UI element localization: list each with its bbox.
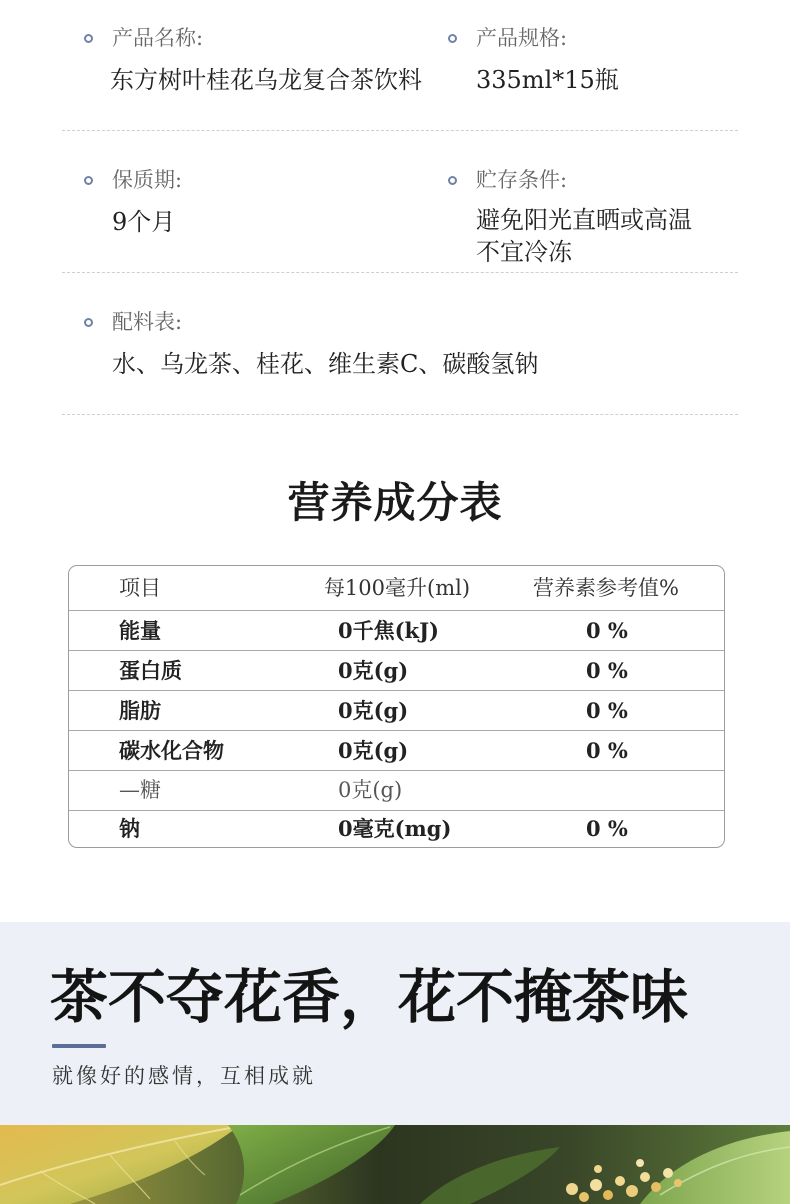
row-nrv: 0 % (586, 658, 628, 683)
accent-bar (52, 1044, 106, 1048)
storage-value (476, 204, 692, 268)
product-name-value: 东方树叶桂花乌龙复合茶饮料 (110, 66, 422, 94)
bullet-icon (84, 176, 93, 185)
bullet-icon (448, 34, 457, 43)
product-name-label: 产品名称: (112, 26, 204, 50)
header-nrv: 营养素参考值% (533, 576, 679, 600)
dashed-divider (62, 414, 738, 415)
osmanthus-leaves-photo (0, 1125, 790, 1204)
header-item: 项目 (119, 576, 161, 600)
nutrition-table (68, 565, 725, 848)
dashed-divider (62, 272, 738, 273)
bullet-icon (84, 318, 93, 327)
row-item: 钠 (119, 816, 140, 841)
row-nrv: 0 % (586, 698, 628, 723)
row-per-100ml: 0克(g) (338, 778, 403, 802)
row-item: —糖 (119, 778, 161, 802)
storage-value-line: 不宜冷冻 (476, 238, 572, 266)
row-nrv: 0 % (586, 618, 628, 643)
row-nrv: 0 % (586, 816, 628, 841)
table-row (69, 730, 724, 770)
ingredients-label: 配料表: (112, 310, 183, 334)
row-nrv: 0 % (586, 738, 628, 763)
row-per-100ml: 0毫克(mg) (338, 816, 452, 841)
dashed-divider (62, 130, 738, 131)
slogan-headline: 茶不夺花香，花不掩茶味 (50, 963, 689, 1031)
product-spec-label: 产品规格: (476, 26, 568, 50)
table-row (69, 650, 724, 690)
product-spec-value: 335ml*15瓶 (476, 66, 619, 94)
table-header-row (69, 566, 724, 610)
row-per-100ml: 0克(g) (338, 738, 409, 763)
row-item: 碳水化合物 (119, 738, 224, 763)
row-per-100ml: 0克(g) (338, 658, 409, 683)
shelf-life-label: 保质期: (112, 168, 183, 192)
row-item: 蛋白质 (119, 658, 182, 683)
bullet-icon (448, 176, 457, 185)
storage-value-line: 避免阳光直晒或高温 (476, 206, 692, 234)
ingredients-value: 水、乌龙茶、桂花、维生素C、碳酸氢钠 (112, 350, 539, 378)
row-item: 脂肪 (119, 698, 161, 723)
table-row (69, 610, 724, 650)
slogan-subline: 就像好的感情，互相成就 (52, 1064, 316, 1088)
storage-label: 贮存条件: (476, 168, 568, 192)
row-item: 能量 (119, 618, 161, 643)
table-row (69, 690, 724, 730)
table-row (69, 770, 724, 810)
header-per-100ml: 每100毫升(ml) (323, 576, 471, 600)
shelf-life-value: 9个月 (112, 208, 176, 236)
row-per-100ml: 0千焦(kJ) (338, 618, 439, 643)
nutrition-title: 营养成分表 (287, 478, 503, 527)
bullet-icon (84, 34, 93, 43)
table-row (69, 810, 724, 847)
row-per-100ml: 0克(g) (338, 698, 409, 723)
